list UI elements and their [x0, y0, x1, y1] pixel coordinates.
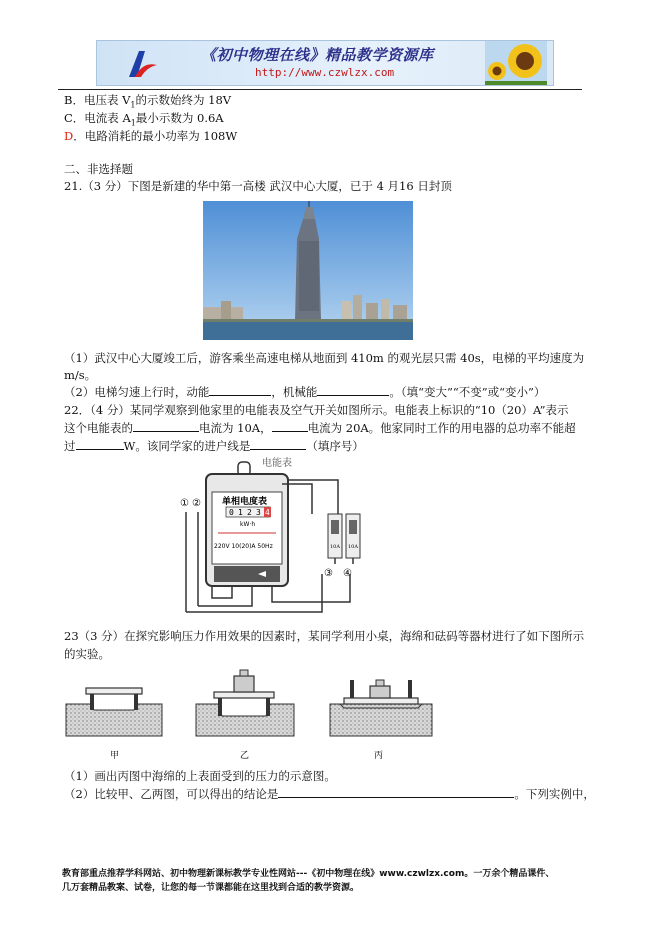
footer-line2: 几万套精品教案、试卷，让您的每一节课都能在这里找到合适的教学资源。 [62, 883, 360, 893]
q21-part1-unit: m/s。 [64, 368, 97, 382]
max-current-blank[interactable] [272, 420, 308, 432]
fig-label-bing: 丙 [374, 751, 384, 761]
breaker-1-rating: 10A [330, 544, 340, 550]
q23-part2: （2）比较甲、乙两图，可以得出的结论是 。下列实例中， [64, 787, 595, 801]
wire-label-3: ③ [324, 568, 333, 579]
q23-line2: 的实验。 [64, 647, 110, 661]
meter-digit: 4 [265, 508, 270, 517]
site-logo-icon [125, 47, 159, 81]
q21-stem: 21.（3 分）下图是新建的华中第一高楼 武汉中心大厦，已于 4 月16 日封顶 [64, 179, 452, 193]
section-title: 二、非选择题 [64, 162, 133, 176]
meter-unit: kW·h [240, 521, 256, 528]
meter-digit: 1 [238, 508, 243, 517]
conclusion-blank[interactable] [278, 786, 514, 798]
total-power-blank[interactable] [76, 438, 124, 450]
q22-line3: 过 W。该同学家的进户线是 （填序号） [64, 439, 364, 453]
q22-line2: 这个电能表的 电流为 10A， 电流为 20A。他家同时工作的用电器的总功率不能超 [64, 421, 576, 435]
sunflower-image [485, 41, 547, 86]
q23-part1: （1）画出丙图中海绵的上表面受到的压力的示意图。 [64, 769, 336, 783]
wuhan-center-photo [203, 201, 413, 340]
header-title: 《初中物理在线》精品教学资源库 [201, 46, 434, 64]
option-c: C．电流表 $A_1$最小示数为 0.6A [64, 111, 224, 128]
meter-digit: 0 [229, 508, 234, 517]
pressure-experiment-figure [62, 664, 436, 764]
kinetic-energy-blank[interactable] [209, 384, 271, 396]
option-d: D．电路消耗的最小功率为 108W [64, 129, 238, 143]
meter-title: 单相电度表 [222, 497, 268, 507]
header-rule [58, 89, 582, 90]
fig-label-jia: 甲 [110, 751, 120, 761]
q21-part1: （1）武汉中心大厦竣工后，游客乘坐高速电梯从地面到 410m 的观光层只需 40s，电梯的平均速度为 [64, 351, 585, 365]
meter-digit: 3 [256, 508, 261, 517]
option-b: B．电压表 $V_1$的示数始终为 18V [64, 93, 232, 110]
breaker-2-rating: 10A [348, 544, 358, 550]
wire-label-4: ④ [343, 568, 352, 579]
header-banner [96, 40, 554, 86]
footer-line1: 教育部重点推荐学科网站、初中物理新课标教学专业性网站---《初中物理在线》www.czwlzx.com。一万余个精品课件、 [62, 869, 555, 879]
header-url[interactable]: http://www.czwlzx.com [255, 66, 395, 79]
wire-label-1: ① [180, 498, 189, 509]
service-line-blank[interactable] [250, 438, 306, 450]
meter-caption: 电能表 [262, 458, 292, 469]
q21-part2: （2）电梯匀速上行时，动能 ，机械能 。（填“变大”“不变”或“变小”） [64, 385, 546, 399]
mechanical-energy-blank[interactable] [317, 384, 389, 396]
rated-current-blank[interactable] [133, 420, 199, 432]
wire-label-2: ② [192, 498, 201, 509]
meter-digit: 2 [247, 508, 252, 517]
q23-line1: 23（3 分）在探究影响压力作用效果的因素时，某同学利用小桌，海绵和砝码等器材进行了如下图所示 [64, 629, 585, 643]
fig-label-yi: 乙 [240, 751, 250, 761]
q22-line1: 22．（4 分）某同学观察到他家里的电能表及空气开关如图所示。电能表上标识的“10（20）A”表示 [64, 403, 569, 417]
meter-spec: 220V 10(20)A 50Hz [214, 543, 273, 550]
electric-meter-diagram [172, 456, 382, 616]
